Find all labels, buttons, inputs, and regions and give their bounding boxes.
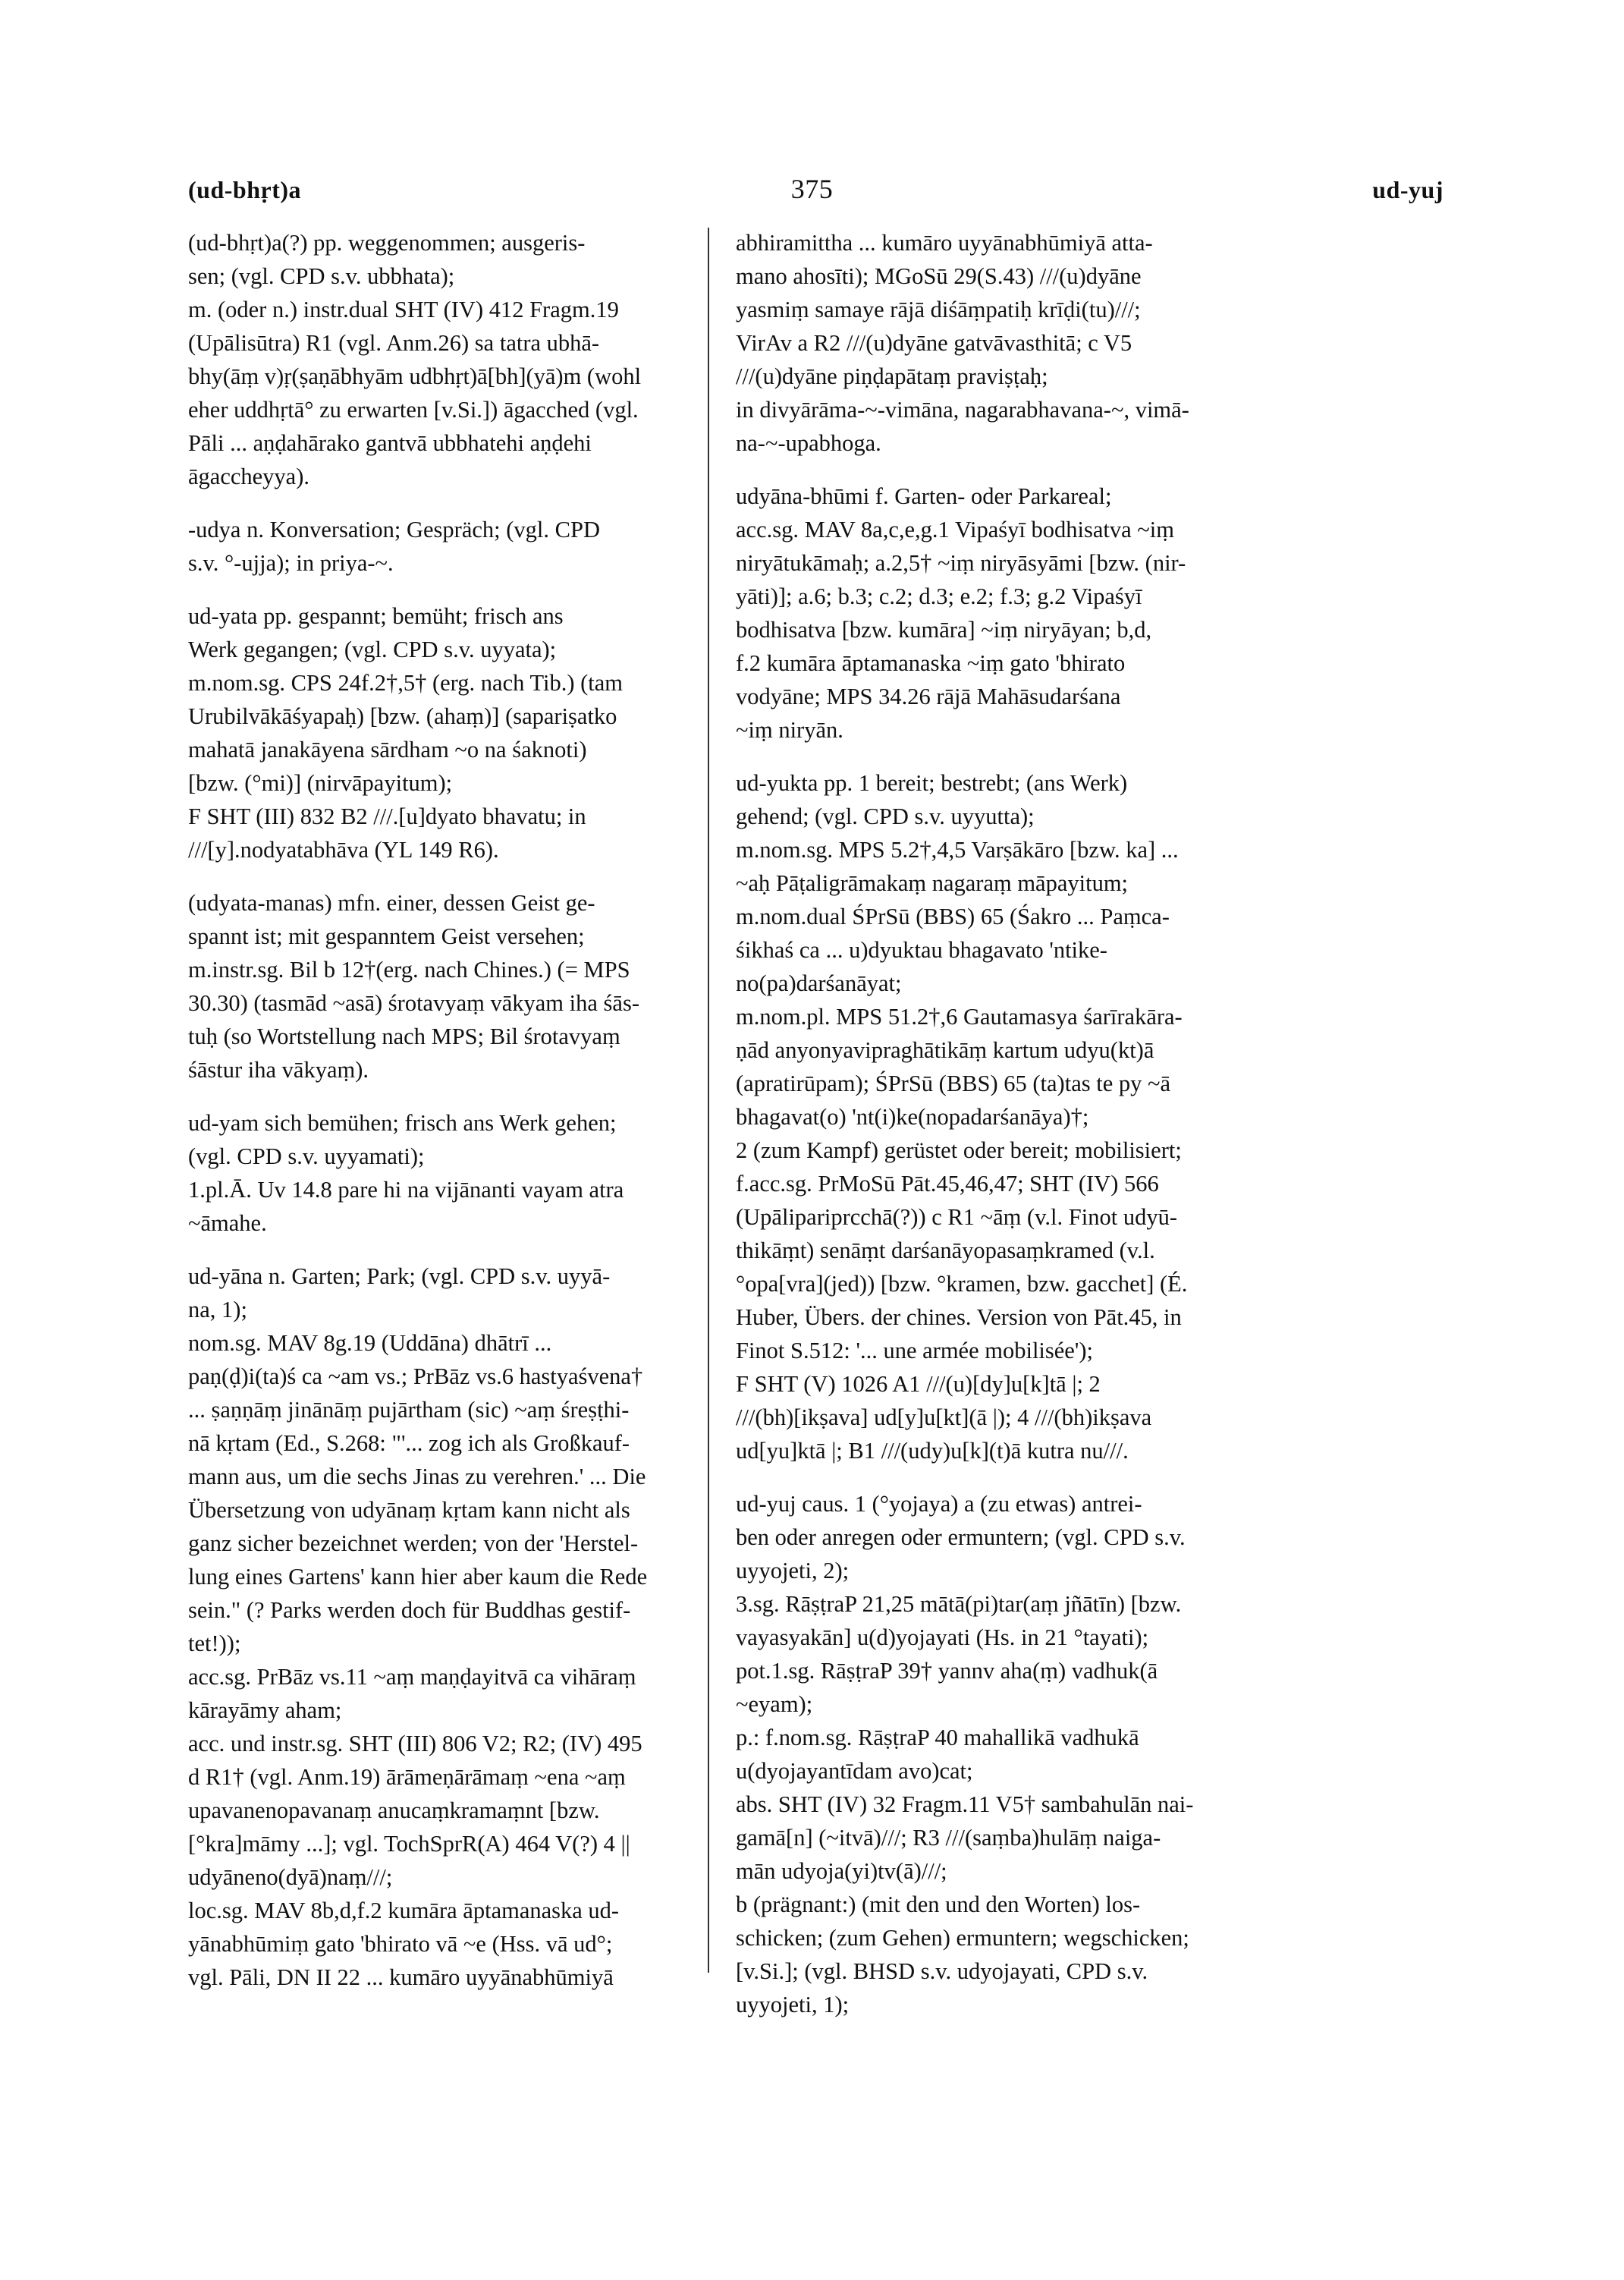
running-head-left: (ud-bhṛt)a	[188, 176, 302, 203]
entry-line: 30.30) (tasmād ~asā) śrotavyaṃ vākyam iha śās-	[188, 990, 639, 1016]
entry-line: yasmiṃ samaye rājā diśāṃpatiḥ krīḍi(tu)///;	[736, 297, 1141, 322]
entry-udya	[188, 513, 727, 580]
entry-line: nā kṛtam (Ed., S.268: "'... zog ich als Großkauf-	[188, 1430, 630, 1456]
entry-line: ud[yu]ktā |; B1 ///(udy)u[k](t)ā kutra nu///.	[736, 1438, 1129, 1464]
entry-line: ///(bh)[ikṣava] ud[y]u[kt](ā |); 4 ///(bh)ikṣava	[736, 1404, 1152, 1430]
running-head-right: ud-yuj	[1372, 176, 1443, 203]
entry-line: (udyata-manas) mfn. einer, dessen Geist ge-	[188, 890, 595, 916]
entry-line: F SHT (V) 1026 A1 ///(u)[dy]u[k]tā |; 2	[736, 1371, 1101, 1397]
entry-line: ben oder anregen oder ermuntern; (vgl. CPD s.v.	[736, 1524, 1186, 1550]
entry-line: uyyojeti, 2);	[736, 1558, 850, 1583]
entry-line: na-~-upabhoga.	[736, 430, 881, 456]
entry-line: mano ahosīti); MGoSū 29(S.43) ///(u)dyāne	[736, 263, 1142, 289]
entry-line: yānabhūmiṃ gato 'bhirato vā ~e (Hss. vā ud°;	[188, 1931, 613, 1957]
entry-line: āgaccheyya).	[188, 464, 310, 489]
entry-line: 1.pl.Ā. Uv 14.8 pare hi na vijānanti vayam atra	[188, 1177, 624, 1203]
entry-line: udyāna-bhūmi f. Garten- oder Parkareal;	[736, 483, 1112, 509]
entry-line: Übersetzung von udyānaṃ kṛtam kann nicht als	[188, 1497, 630, 1523]
entry-line: thikāṃt) senāṃt darśanāyopasaṃkramed (v.l.	[736, 1237, 1155, 1263]
entry-line: ~aḥ Pāṭaligrāmakaṃ nagaraṃ māpayitum;	[736, 870, 1129, 896]
entry-line: (Upālisūtra) R1 (vgl. Anm.26) sa tatra ubhā-	[188, 330, 600, 356]
entry-line: d R1† (vgl. Anm.19) ārāmeṇārāmaṃ ~ena ~aṃ	[188, 1764, 626, 1790]
entry-ud-yata	[188, 599, 727, 866]
entry-line: lung eines Gartens' kann hier aber kaum die Rede	[188, 1564, 648, 1590]
entry-line: śāstur iha vākyaṃ).	[188, 1057, 369, 1083]
entry-line: Huber, Übers. der chines. Version von Pāt.45, in	[736, 1304, 1182, 1330]
entry-line: na, 1);	[188, 1297, 247, 1322]
entry-line: ~āmahe.	[188, 1210, 267, 1236]
entry-line: ///[y].nodyatabhāva (YL 149 R6).	[188, 837, 499, 863]
entry-line: mahatā janakāyena sārdham ~o na śaknoti)	[188, 737, 587, 763]
entry-line: śikhaś ca ... u)dyuktau bhagavato 'ntike-	[736, 937, 1107, 963]
entry-line: niryātukāmaḥ; a.2,5† ~iṃ niryāsyāmi [bzw. (nir-	[736, 550, 1186, 576]
entry-line: (Upālipariprcchā(?)) c R1 ~āṃ (v.l. Finot udyū-	[736, 1204, 1177, 1230]
entry-ud-yukta	[736, 766, 1278, 1467]
entry-line: upavanenopavanaṃ anucaṃkramaṃnt [bzw.	[188, 1797, 600, 1823]
entry-line: m.nom.pl. MPS 51.2†,6 Gautamasya śarīrakāra-	[736, 1004, 1183, 1030]
entry-line: ud-yukta pp. 1 bereit; bestrebt; (ans Werk)	[736, 770, 1128, 796]
entry-line: vgl. Pāli, DN II 22 ... kumāro uyyānabhūmiyā	[188, 1964, 614, 1990]
entry-line: m.nom.sg. MPS 5.2†,4,5 Varṣākāro [bzw. ka] ...	[736, 837, 1179, 863]
entry-line: ṇād anyonyavipraghātikāṃ kartum udyu(kt)ā	[736, 1037, 1154, 1063]
entry-line: b (prägnant:) (mit den und den Worten) los-	[736, 1892, 1141, 1917]
entry-line: m.instr.sg. Bil b 12†(erg. nach Chines.) (= MPS	[188, 957, 630, 983]
entry-line: acc.sg. MAV 8a,c,e,g.1 Vipaśyī bodhisatva ~iṃ	[736, 517, 1174, 542]
entry-line: Werk gegangen; (vgl. CPD s.v. uyyata);	[188, 637, 557, 662]
entry-line: (apratirūpam); ŚPrSū (BBS) 65 (ta)tas te py ~ā	[736, 1071, 1171, 1096]
entry-line: no(pa)darśanāyat;	[736, 970, 902, 996]
entry-line: ~eyam);	[736, 1691, 813, 1717]
entry-line: [°kra]māmy ...]; vgl. TochSprR(A) 464 V(?) 4 ||	[188, 1831, 630, 1857]
entry-line: ud-yuj caus. 1 (°yojaya) a (zu etwas) antrei-	[736, 1491, 1142, 1517]
entry-line: m.nom.sg. CPS 24f.2†,5† (erg. nach Tib.) (tam	[188, 670, 624, 696]
entry-line: sen; (vgl. CPD s.v. ubbhata);	[188, 263, 455, 289]
entry-ud-bhrta	[188, 226, 727, 493]
page-number: 375	[790, 174, 834, 204]
entry-line: ganz sicher bezeichnet werden; von der 'Herstel-	[188, 1530, 639, 1556]
entry-line: 2 (zum Kampf) gerüstet oder bereit; mobilisiert;	[736, 1137, 1182, 1163]
entry-line: (ud-bhṛt)a(?) pp. weggenommen; ausgeris-	[188, 230, 586, 256]
entry-udyata-manas	[188, 886, 727, 1087]
entry-line: tuḥ (so Wortstellung nach MPS; Bil śrotavyaṃ	[188, 1024, 620, 1049]
entry-line: ~iṃ niryān.	[736, 717, 843, 743]
entry-line: vodyāne; MPS 34.26 rājā Mahāsudarśana	[736, 684, 1121, 709]
entry-line: -udya n. Konversation; Gespräch; (vgl. CPD	[188, 517, 600, 542]
entry-line: bodhisatva [bzw. kumāra] ~iṃ niryāyan; b,d,	[736, 617, 1152, 643]
entry-line: in divyārāma-~-vimāna, nagarabhavana-~, vimā-	[736, 397, 1189, 423]
entry-line: kārayāmy aham;	[188, 1697, 342, 1723]
entry-line: bhagavat(o) 'nt(i)ke(nopadarśanāya)†;	[736, 1104, 1089, 1130]
entry-line: gamā[n] (~itvā)///; R3 ///(saṃba)hulāṃ naiga-	[736, 1825, 1161, 1851]
entry-line: bhy(āṃ v)ṛ(ṣaṇābhyām udbhṛt)ā[bh](yā)m (wohl	[188, 363, 642, 389]
entry-line: m. (oder n.) instr.dual SHT (IV) 412 Fragm.19	[188, 297, 619, 322]
entry-line: [v.Si.]; (vgl. BHSD s.v. udyojayati, CPD s.v.	[736, 1958, 1148, 1984]
entry-ud-yuj	[736, 1487, 1278, 2021]
entry-line: paṇ(ḍ)i(ta)ś ca ~am vs.; PrBāz vs.6 hastyaśvena†	[188, 1363, 643, 1389]
entry-line: mann aus, um die sechs Jinas zu verehren.' ... Die	[188, 1464, 646, 1489]
entry-line: abs. SHT (IV) 32 Fragm.11 V5† sambahulān nai-	[736, 1791, 1194, 1817]
entry-line: sein." (? Parks werden doch für Buddhas gestif-	[188, 1597, 631, 1623]
entry-ud-yana-continued	[736, 226, 1278, 460]
entry-line: uyyojeti, 1);	[736, 1992, 850, 2017]
entry-line: mān udyoja(yi)tv(ā)///;	[736, 1858, 947, 1884]
entry-line: nom.sg. MAV 8g.19 (Uddāna) dhātrī ...	[188, 1330, 552, 1356]
entry-line: tet!));	[188, 1631, 241, 1656]
entry-line: yāti)]; a.6; b.3; c.2; d.3; e.2; f.3; g.2 Vipaśyī	[736, 583, 1142, 609]
entry-line: vayasyakān] u(d)yojayati (Hs. in 21 °tayati);	[736, 1624, 1149, 1650]
entry-line: s.v. °-ujja); in priya-~.	[188, 550, 394, 576]
entry-line: ud-yāna n. Garten; Park; (vgl. CPD s.v. uyyā-	[188, 1263, 611, 1289]
entry-line: (vgl. CPD s.v. uyyamati);	[188, 1143, 425, 1169]
entry-line: gehend; (vgl. CPD s.v. uyyutta);	[736, 804, 1035, 829]
entry-line: Pāli ... aṇḍahārako gantvā ubbhatehi aṇḍehi	[188, 430, 592, 456]
entry-line: udyāneno(dyā)naṃ///;	[188, 1864, 393, 1890]
entry-line: spannt ist; mit gespanntem Geist versehen;	[188, 923, 585, 949]
entry-ud-yana	[188, 1260, 727, 1994]
entry-line: Finot S.512: '... une armée mobilisée');	[736, 1338, 1093, 1363]
entry-line: eher uddhṛtā° zu erwarten [v.Si.]) āgacched (vgl.	[188, 397, 639, 423]
entry-line: u(dyojayantīdam avo)cat;	[736, 1758, 973, 1784]
entry-line: F SHT (III) 832 B2 ///.[u]dyato bhavatu; in	[188, 804, 586, 829]
entry-line: f.2 kumāra āptamanaska ~iṃ gato 'bhirato	[736, 650, 1126, 676]
entry-line: Urubilvākāśyapaḥ) [bzw. (ahaṃ)] (sapariṣatko	[188, 703, 617, 729]
entry-line: acc. und instr.sg. SHT (III) 806 V2; R2; (IV) 495	[188, 1731, 642, 1756]
entry-line: p.: f.nom.sg. RāṣṭraP 40 mahallikā vadhukā	[736, 1725, 1139, 1750]
entry-ud-yam	[188, 1106, 727, 1240]
entry-line: schicken; (zum Gehen) ermuntern; wegschicken;	[736, 1925, 1189, 1951]
entry-line: [bzw. (°mi)] (nirvāpayitum);	[188, 770, 453, 796]
right-column	[736, 226, 1278, 2041]
entry-line: abhiramittha ... kumāro uyyānabhūmiyā atta-	[736, 230, 1153, 256]
entry-line: ///(u)dyāne piṇḍapātaṃ praviṣṭaḥ;	[736, 363, 1048, 389]
entry-line: acc.sg. PrBāz vs.11 ~aṃ maṇḍayitvā ca vihāraṃ	[188, 1664, 636, 1690]
entry-line: ... ṣaṇṇāṃ jinānāṃ pujārtham (sic) ~aṃ śreṣṭhi-	[188, 1397, 630, 1423]
entry-line: m.nom.dual ŚPrSū (BBS) 65 (Śakro ... Paṃca-	[736, 904, 1170, 929]
entry-line: VirAv a R2 ///(u)dyāne gatvāvasthitā; c V5	[736, 330, 1132, 356]
entry-line: ud-yata pp. gespannt; bemüht; frisch ans	[188, 603, 564, 629]
entry-line: 3.sg. RāṣṭraP 21,25 mātā(pi)tar(aṃ jñātīn) [bzw.	[736, 1591, 1182, 1617]
entry-line: loc.sg. MAV 8b,d,f.2 kumāra āptamanaska ud-	[188, 1898, 620, 1923]
entry-line: ud-yam sich bemühen; frisch ans Werk gehen;	[188, 1110, 617, 1136]
entry-line: pot.1.sg. RāṣṭraP 39† yannv aha(ṃ) vadhuk(ā	[736, 1658, 1158, 1684]
entry-udyana-bhumi	[736, 480, 1278, 747]
entry-line: f.acc.sg. PrMoSū Pāt.45,46,47; SHT (IV) 566	[736, 1171, 1159, 1197]
entry-line: °opa[vra](jed)) [bzw. °kramen, bzw. gacchet] (É.	[736, 1271, 1188, 1297]
left-column	[188, 226, 727, 2014]
